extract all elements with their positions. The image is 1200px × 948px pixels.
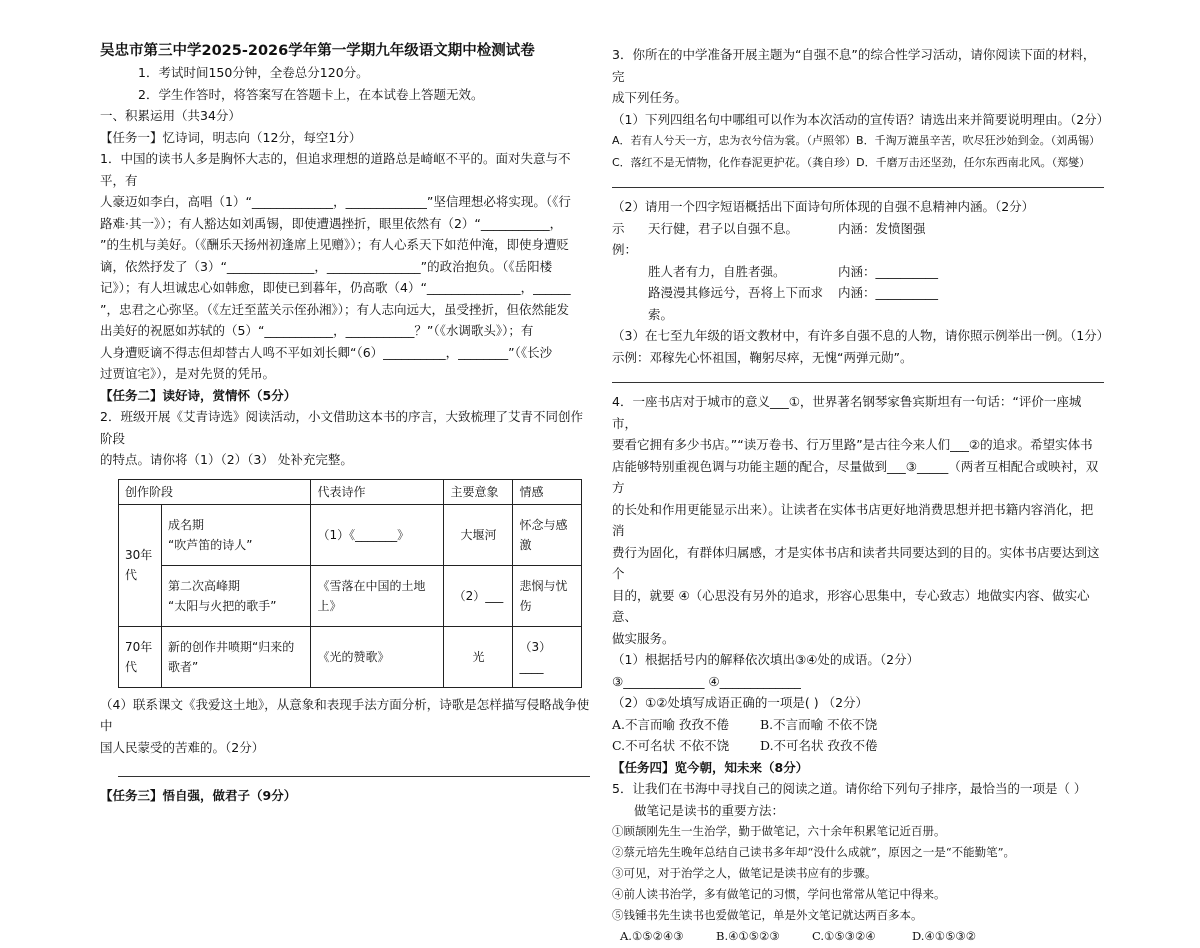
choice-a: A.①⑤②④③ bbox=[620, 929, 684, 943]
example-text: 路漫漫其修远兮，吾将上下而求索。 bbox=[648, 285, 824, 322]
q1-line: ”的生机与美好。（《酬乐天扬州初逢席上见赠》）；有人心系天下如范仲淹，即使身遭贬 bbox=[100, 237, 569, 252]
right-column bbox=[612, 44, 1110, 948]
part1-heading: 一、积累运用（共34分） bbox=[100, 108, 241, 123]
q4-line: 的长处和作用更能显示出来）。让读者在实体书店更好地消费思想并把书籍内容消化，把消 bbox=[612, 501, 1094, 538]
header-stage: 创作阶段 bbox=[119, 479, 311, 504]
q5-choices bbox=[612, 926, 1104, 948]
answer-line bbox=[612, 177, 1104, 188]
example-row bbox=[612, 218, 1104, 261]
option-c: C.不可名状 不依不饶 bbox=[612, 738, 730, 753]
table-row bbox=[119, 626, 582, 687]
option-b: B.不言而喻 不依不饶 bbox=[760, 716, 878, 732]
task4-heading: 【任务四】览今朝，知未来（8分） bbox=[612, 759, 809, 775]
task1-heading: 【任务一】忆诗词，明志向（12分，每空1分） bbox=[100, 129, 362, 145]
q4-line: 店能够特别重视色调与功能主题的配合，尽量做到___③_____（两者互相配合或映衬，双方 bbox=[612, 458, 1099, 495]
q4-line: 目的，就要 ④（心思没有另外的追求，形容心思集中，专心致志）地做实内容、做实心意、 bbox=[612, 587, 1090, 624]
q2-4: （4）联系课文《我爱这土地》，从意象和表现手法方面分析，诗歌是怎样描写侵略战争使中 bbox=[100, 696, 590, 733]
example-meaning: 内涵：__________ bbox=[838, 263, 939, 279]
q4-2: （2）①②处填写成语正确的一项是( ) （2分） bbox=[612, 695, 869, 710]
sentence-list bbox=[612, 821, 1104, 926]
stage-cell bbox=[162, 504, 311, 565]
q2-intro: 的特点。请你将（1）（2）（3） 处补充完整。 bbox=[100, 452, 353, 467]
stage-name: 第二次高峰期 bbox=[168, 578, 241, 593]
example-row bbox=[612, 282, 1104, 325]
q1-line: 人身遭贬谪不得志但却替古人鸣不平如刘长卿“（6）__________，________”（《长沙 bbox=[100, 344, 553, 360]
q4-line: 做实服务。 bbox=[612, 630, 675, 646]
q5-line: 做笔记是读书的重要方法： bbox=[634, 802, 785, 818]
q1-line: 路难·其一》）；有人豁达如刘禹锡，即使遭遇挫折，眼里依然有（2）“___________， bbox=[100, 215, 563, 231]
table-row bbox=[119, 565, 582, 626]
q1-line: 1．中国的读书人多是胸怀大志的，但追求理想的道路总是崎岖不平的。面对失意与不平，有 bbox=[100, 151, 571, 188]
q3-intro: 成下列任务。 bbox=[612, 90, 688, 105]
example-lead: 示例： bbox=[612, 220, 638, 257]
period-cell: 30年代 bbox=[119, 504, 162, 626]
image-cell: 大堰河 bbox=[444, 504, 513, 565]
choice-d: D.④①⑤③② bbox=[912, 929, 977, 943]
q4-line: 4．一座书店对于城市的意义___①，世界著名钢琴家鲁宾斯坦有一句话：“评价一座城市， bbox=[612, 394, 1082, 431]
table-row bbox=[119, 504, 582, 565]
q1-line: 过贾谊宅》），是对先贤的凭吊。 bbox=[100, 366, 276, 381]
q4-options-row bbox=[612, 714, 1104, 736]
emotion-cell: 怀念与感激 bbox=[513, 504, 582, 565]
header-image: 主要意象 bbox=[444, 479, 513, 504]
work-cell: 《光的赞歌》 bbox=[311, 626, 444, 687]
question-4 bbox=[612, 391, 1104, 649]
emotion-cell: 悲悯与忧伤 bbox=[513, 565, 582, 626]
stage-title: “吹芦笛的诗人” bbox=[168, 537, 253, 552]
q2-intro: 2．班级开展《艾青诗选》阅读活动，小文借助这本书的序言，大致梳理了艾青不同创作阶段 bbox=[100, 409, 583, 446]
stage-title: 新的创作井喷期“归来的歌者” bbox=[168, 639, 295, 674]
header-emotion: 情感 bbox=[513, 479, 582, 504]
example-text: 天行健，君子以自强不息。 bbox=[648, 220, 799, 236]
q3-1: （1）下列四组名句中哪组可以作为本次活动的宣传语？请选出来并简要说明理由。（2分） bbox=[612, 111, 1110, 127]
emotion-cell: （3）____ bbox=[513, 626, 582, 687]
list-item: ②蔡元培先生晚年总结自己读书多年却“没什么成就”，原因之一是“不能勤笔”。 bbox=[612, 845, 1016, 859]
q3-intro: 3．你所在的中学准备开展主题为“自强不息”的综合性学习活动，请你阅读下面的材料，完 bbox=[612, 47, 1096, 84]
answer-line bbox=[612, 372, 1104, 383]
q4-options-row bbox=[612, 735, 1104, 757]
q1-line: 人豪迈如李白，高唱（1）“_____________，_____________”坚信理想必将实现。（《行 bbox=[100, 194, 571, 209]
list-item: ⑤钱锺书先生读书也爱做笔记，单是外文笔记就达两百多本。 bbox=[612, 908, 923, 922]
q4-1: （1）根据括号内的解释依次填出③④处的成语。（2分） bbox=[612, 652, 920, 667]
task2-heading: 【任务二】读好诗，赏情怀（5分） bbox=[100, 387, 297, 403]
note-2: 2．学生作答时，将答案写在答题卡上，在本试卷上答题无效。 bbox=[138, 86, 484, 102]
list-item: ①顾颉刚先生一生治学，勤于做笔记，六十余年积累笔记近百册。 bbox=[612, 824, 946, 838]
left-column bbox=[100, 40, 590, 807]
q5-line: 5．让我们在书海中寻找自己的阅读之道。请你给下列句子排序，最恰当的一项是（ ） bbox=[612, 781, 1087, 796]
choice-c: C.①⑤③②④ bbox=[812, 929, 876, 943]
list-item: ③可见，对于治学之人，做笔记是读书应有的步骤。 bbox=[612, 866, 877, 880]
example-text: 胜人者有力，自胜者强。 bbox=[648, 263, 786, 279]
q3-1-option: C．落红不是无情物，化作春泥更护花。（龚自珍）D．千磨万击还坚劲，任尔东西南北风。（郑燮） bbox=[612, 155, 1091, 169]
stage-title: “太阳与火把的歌手” bbox=[168, 598, 277, 613]
q3-2: （2）请用一个四字短语概括出下面诗句所体现的自强不息精神内涵。（2分） bbox=[612, 199, 1035, 214]
list-item: ④前人读书治学，多有做笔记的习惯，学问也常常从笔记中得来。 bbox=[612, 887, 946, 901]
q4-1-blanks: ③_____________ ④_____________ bbox=[612, 673, 801, 689]
image-cell: 光 bbox=[444, 626, 513, 687]
q1-line: ”，忠君之心弥坚。（《左迁至蓝关示侄孙湘》）；有人志向远大，虽受挫折，但依然能发 bbox=[100, 301, 569, 317]
note-1: 1．考试时间150分钟，全卷总分120分。 bbox=[138, 65, 369, 80]
q3-3-example: 示例：邓稼先心怀祖国，鞠躬尽瘁，无愧“两弹元勋”。 bbox=[612, 349, 913, 365]
q1-line: 记》）；有人坦诚忠心如韩愈，即使已到暮年，仍高歌（4）“_______________，______ bbox=[100, 280, 571, 295]
header-work: 代表诗作 bbox=[311, 479, 444, 504]
q4-line: 要看它拥有多少书店。”“读万卷书、行万里路”是古往今来人们___②的追求。希望实体书 bbox=[612, 437, 1093, 452]
question-1 bbox=[100, 148, 590, 385]
example-meaning: 内涵：__________ bbox=[838, 285, 939, 300]
q2-4: 国人民蒙受的苦难的。（2分） bbox=[100, 739, 265, 755]
stage-name: 成名期 bbox=[168, 517, 205, 532]
option-d: D.不可名状 孜孜不倦 bbox=[760, 738, 878, 753]
table-header-row bbox=[119, 479, 582, 504]
choice-b: B.④①⑤②③ bbox=[716, 929, 780, 943]
period-cell: 70年代 bbox=[119, 626, 162, 687]
answer-line bbox=[118, 766, 590, 777]
q3-2-examples bbox=[612, 218, 1104, 326]
stage-cell bbox=[162, 626, 311, 687]
option-a: A.不言而喻 孜孜不倦 bbox=[612, 716, 729, 732]
example-lead bbox=[612, 261, 648, 283]
example-meaning: 内涵：发愤图强 bbox=[838, 220, 926, 236]
q3-3: （3）在七至九年级的语文教材中，有许多自强不息的人物，请你照示例举出一例。（1分） bbox=[612, 328, 1110, 343]
task3-heading: 【任务三】悟自强，做君子（9分） bbox=[100, 788, 297, 803]
poet-stages-table bbox=[118, 479, 582, 688]
image-cell: （2）___ bbox=[444, 565, 513, 626]
example-row bbox=[612, 261, 1104, 283]
exam-title: 吴忠市第三中学2025-2026学年第一学期九年级语文期中检测试卷 bbox=[100, 43, 535, 59]
stage-cell bbox=[162, 565, 311, 626]
q3-1-option: A．若有人兮天一方，忠为衣兮信为裳。（卢照邻）B．千淘万漉虽辛苦，吹尽狂沙始到金。（刘禹锡） bbox=[612, 134, 1101, 147]
work-cell: （1）《_______》 bbox=[311, 504, 444, 565]
q1-line: 谪，依然抒发了（3）“______________，_______________”的政治抱负。（《岳阳楼 bbox=[100, 258, 553, 274]
work-cell: 《雪落在中国的土地上》 bbox=[311, 565, 444, 626]
q4-line: 费行为固化，有群体归属感，才是实体书店和读者共同要达到的目的。实体书店要达到这个 bbox=[612, 544, 1100, 581]
q1-line: 出美好的祝愿如苏轼的（5）“___________，___________？”（《水调歌头》）；有 bbox=[100, 323, 534, 338]
example-lead bbox=[612, 282, 648, 325]
